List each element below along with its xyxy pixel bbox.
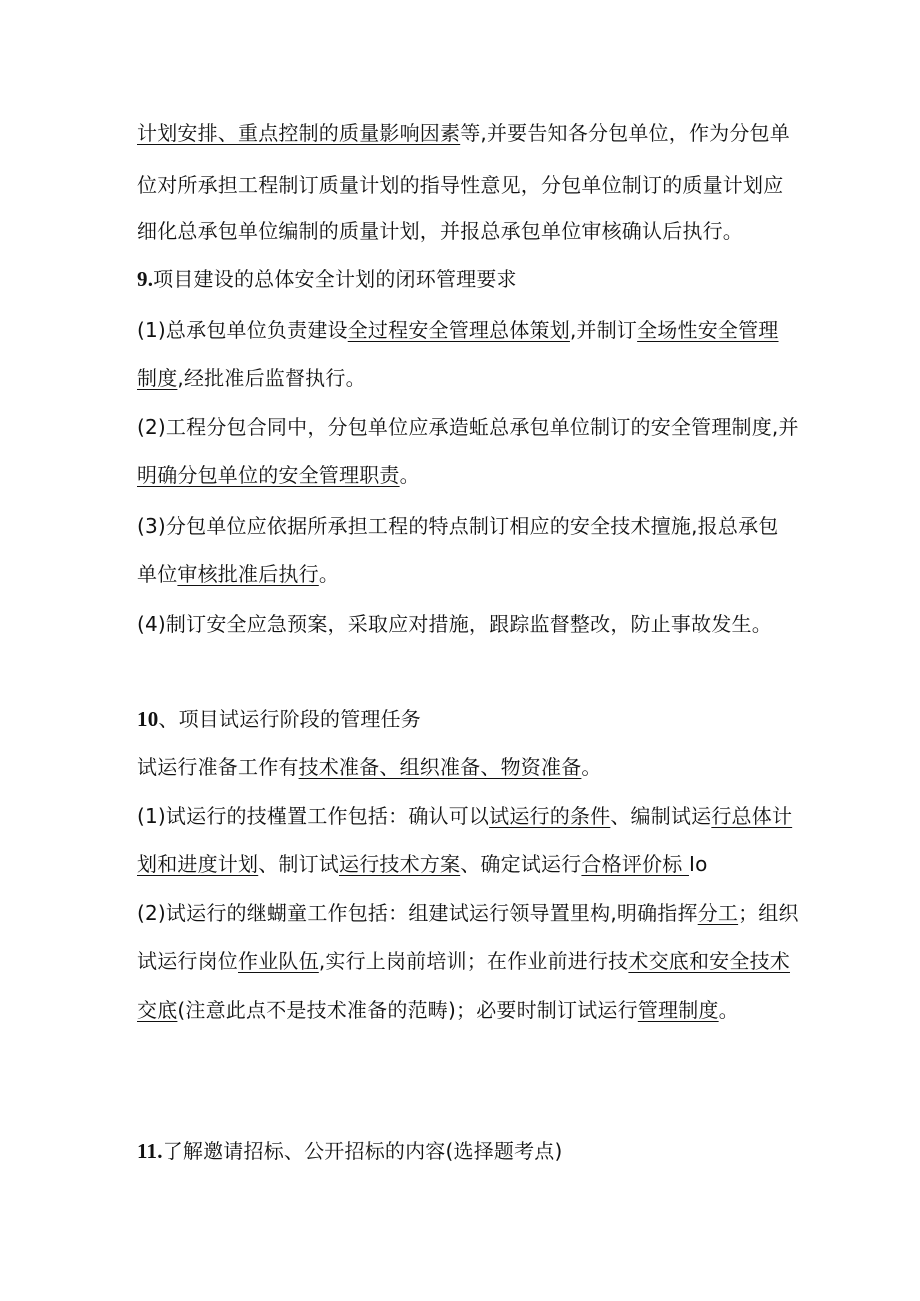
text-segment: 、编制试运 (610, 804, 712, 828)
text-segment: 、项目试运行阶段的管理任务 (158, 707, 422, 731)
underlined-text: 全过程安全管理总体策划 (347, 318, 570, 342)
underlined-text: 交底 (137, 998, 178, 1022)
underlined-text: 制度 (137, 366, 178, 390)
text-line (137, 363, 797, 393)
underlined-text: 划和进度计划 (137, 852, 259, 876)
text-segment: 、制订试 (258, 852, 340, 876)
underlined-text: 审核批准后执行 (177, 562, 319, 586)
text-segment: ,经批准后监督执行。 (177, 366, 366, 390)
underlined-text: 试运行的条件 (489, 804, 611, 828)
text-segment: 。 (399, 463, 420, 487)
text-line (137, 609, 797, 639)
text-segment: 试运行准备工作有 (137, 755, 299, 779)
text-segment: (2)工程分包合同中，分包单位应承造蚯总承包单位制订的安全管理制度,并 (137, 415, 799, 439)
text-segment: ,并制订 (569, 318, 638, 342)
text-segment: 试运行岗位 (137, 949, 238, 973)
text-line (137, 849, 797, 879)
text-segment: 位对所承担工程制订质量计划的指导性意见，分包单位制订的质量计划应 (137, 173, 784, 197)
underlined-text: 行总体计 (711, 804, 793, 828)
text-line (137, 511, 797, 541)
underlined-text: 管理制度 (637, 998, 719, 1022)
text-line (137, 170, 797, 200)
section-heading (137, 1136, 797, 1166)
section-heading (137, 704, 797, 734)
text-segment: 。 (581, 755, 602, 779)
text-line (137, 460, 797, 490)
underlined-text: 术交底和安全技术 (628, 949, 790, 973)
text-segment: (2)试运行的继蝴童工作包括：组建试运行领导置里构,明确指挥 (137, 901, 698, 925)
section-number: 9. (137, 267, 154, 291)
text-line (137, 315, 797, 345)
text-line (137, 995, 797, 1025)
section-heading (137, 264, 797, 294)
text-segment: (3)分包单位应依据所承担工程的特点制订相应的安全技术擅施,报总承包 (137, 514, 779, 538)
text-segment: 单位 (137, 562, 178, 586)
text-line (137, 412, 797, 442)
text-segment: Io (688, 852, 708, 876)
text-segment: 细化总承包单位编制的质量计划，并报总承包单位审核确认后执行。 (137, 219, 743, 243)
text-segment: (1)试运行的技槿置工作包括：确认可以 (137, 804, 490, 828)
section-number: 11. (137, 1139, 163, 1163)
text-segment: 、确定试运行 (460, 852, 582, 876)
underlined-text: 明确分包单位的安全管理职责 (137, 463, 400, 487)
text-segment: ；组织 (738, 901, 799, 925)
underlined-text: 运行技术方案 (339, 852, 461, 876)
text-segment: (4)制订安全应急预案，采取应对措施，跟踪监督整改，防止事故发生。 (137, 612, 772, 636)
underlined-text: 技术准备、组织准备、物资准备 (298, 755, 582, 779)
text-segment: 。 (318, 562, 340, 586)
underlined-text: 合格评价标 (581, 852, 689, 876)
text-line (137, 118, 797, 148)
text-line (137, 559, 797, 589)
text-segment: (1)总承包单位负责建设 (137, 318, 348, 342)
section-number: 10 (137, 707, 159, 731)
underlined-text: 作业队伍 (238, 949, 319, 973)
text-segment: 了解邀请招标、公开招标的内容(选择题考点) (162, 1139, 563, 1163)
text-line (137, 801, 797, 831)
underlined-text: 计划安排、重点控制的质量影响因素 (137, 121, 461, 145)
text-segment: 项目建设的总体安全计划的闭环管理要求 (153, 267, 517, 291)
text-segment: (注意此点不是技术准备的范畴)；必要时制订试运行 (177, 998, 638, 1022)
text-segment: 等,并要告知各分包单位，作为分包单 (460, 121, 790, 145)
underlined-text: 分工 (697, 901, 739, 925)
text-segment: 。 (718, 998, 739, 1022)
text-line (137, 946, 797, 976)
text-line (137, 216, 797, 246)
underlined-text: 全场性安全管理 (637, 318, 779, 342)
text-segment: ,实行上岗前培训；在作业前进行技 (318, 949, 629, 973)
text-line (137, 898, 797, 928)
text-line (137, 752, 797, 782)
